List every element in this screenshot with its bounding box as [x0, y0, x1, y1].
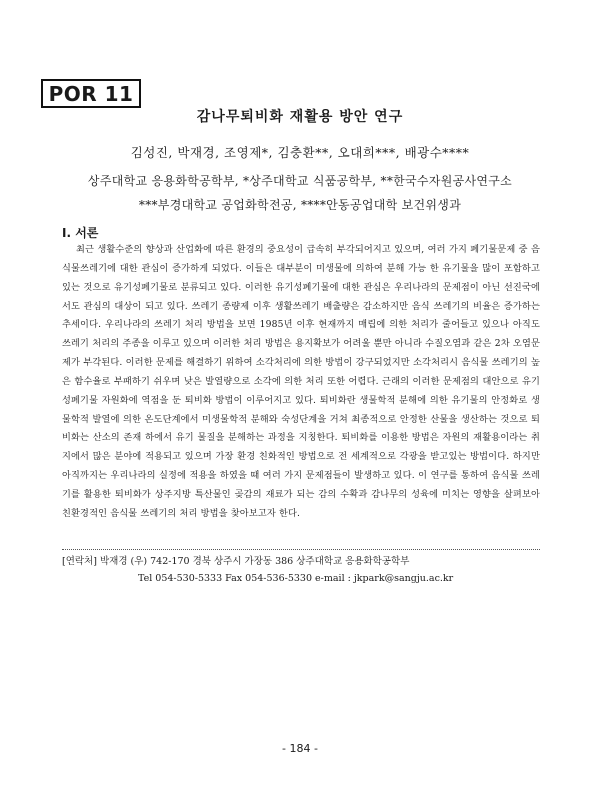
contact-block — [62, 553, 453, 587]
contact-phone-email: Tel 054-530-5333 Fax 054-536-5330 e-mail : jkpark@sangju.ac.kr — [138, 573, 454, 584]
footnote-divider — [62, 549, 540, 550]
paper-title: 감나무퇴비화 재활용 방안 연구 — [196, 109, 404, 125]
affiliation-line-2: ***부경대학교 공업화학전공, ****안동공업대학 보건위생과 — [138, 198, 462, 212]
page-number: - 184 - — [282, 742, 318, 755]
contact-address: [연락처] 박재경 (우) 742-170 경북 상주시 가장동 386 상주대학교 응용화학공학부 — [62, 556, 410, 567]
affiliation-line-1: 상주대학교 응용화학공학부, *상주대학교 식품공학부, **한국수자원공사연구소 — [87, 174, 513, 188]
session-badge: POR 11 — [41, 79, 141, 108]
body-paragraph: 최근 생활수준의 향상과 산업화에 따른 환경의 중요성이 급속히 부각되어지고 있으며, 여러 가지 폐기물문제 중 음식물쓰레기에 대한 관심이 증가하게 되었다. 이들은 대부분이 미생물에 의하여 분해 가능 한 유기물을 많이 포함하고 있는 것으로 유기성폐기물로 분류되고 있다. 이러한 유기성폐기물에 대한 관심은 우리나라의 문제점이 아닌 선진국에서도 관심의 대상이 되고 있다. 쓰레기 종량제 이후 생활쓰레기 배출량은 감소하지만 음식 쓰레기의 비율은 증가하는 추세이다. 우리나라의 쓰레기 처리 방법을 보면 1985년 이후 현재까지 매립에 의한 처리가 줄어들고 있으나 아직도 쓰레기 처리의 주종을 이루고 있으며 이러한 처리 방법은 용지확보가 어려울 뿐만 아니라 수질오염과 같은 2차 오염문제가 부각된다. 이러한 문제를 해결하기 위하여 소각처리에 의한 방법이 강구되었지만 소각처리시 음식물 쓰레기의 높은 함수율로 부패하기 쉬우며 낮은 발열량으로 소각에 의한 처리 또한 어렵다. 근래의 이러한 문제점의 대안으로 유기성폐기물 자원화에 역점을 둔 퇴비화 방법이 이루어지고 있다. 퇴비화란 생물학적 분해에 의한 유기물의 안정화로 생물학적 발열에 의한 온도단계에서 미생물학적 분해와 숙성단계을 거쳐 최종적으로 안정한 산물을 생산하는 것으로 퇴비화는 산소의 존재 하에서 유기 물질을 분해하는 과정을 지칭한다. 퇴비화를 이용한 방법은 자원의 재활용이라는 취지에서 많은 분야에 적용되고 있으며 가장 환경 친화적인 방법으로 전 세계적으로 각광을 받고있는 방법이다. 하지만 아직까지는 우리나라의 실정에 적용을 하였을 때 여러 가지 문제점들이 발생하고 있다. 이 연구를 통하여 음식물 쓰레기를 활용한 퇴비화가 상주지방 특산물인 곶감의 재료가 되는 감의 수확과 감나무의 성육에 미치는 영향을 살펴보아 친환경적인 음식물 쓰레기의 처리 방법을 찾아보고자 한다. — [62, 244, 540, 519]
author-list: 김성진, 박재경, 조영제*, 김충환**, 오대희***, 배광수**** — [130, 145, 470, 160]
section-heading: Ⅰ. 서론 — [62, 226, 99, 240]
